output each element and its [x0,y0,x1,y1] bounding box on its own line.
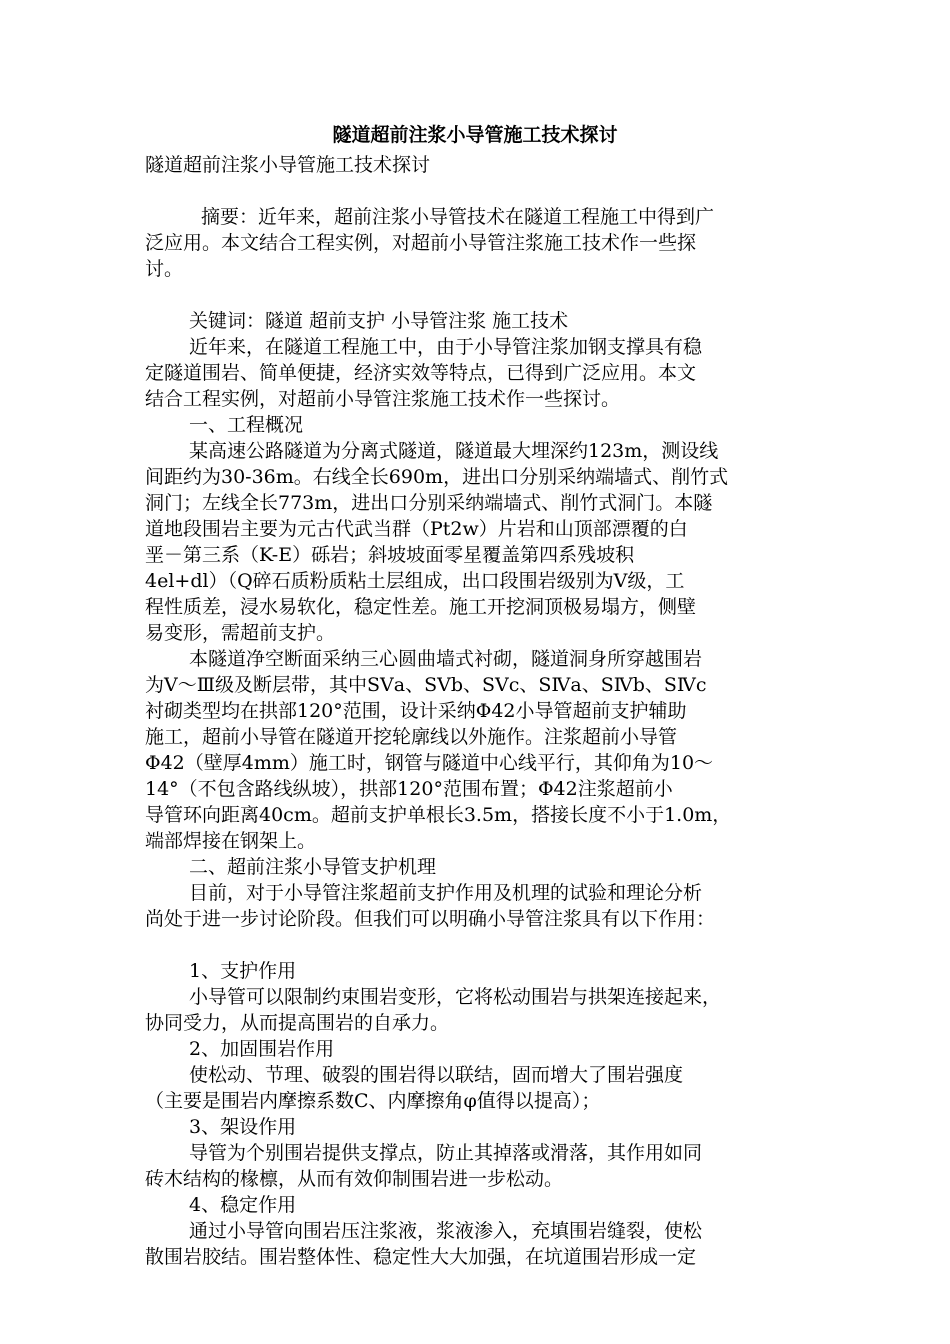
paragraph-line: Φ42（壁厚4mm）施工时，钢管与隧道中心线平行，其仰角为10～ [145,752,714,774]
paragraph-line: 4el+dl）（Q碎石质粉质粘土层组成，出口段围岩级别为Ⅴ级，工 [145,570,685,592]
paragraph-line: （主要是围岩内摩擦系数C、内摩擦角φ值得以提高）； [145,1090,601,1112]
paragraph-line: 本隧道净空断面采纳三心圆曲墙式衬砌，隧道洞身所穿越围岩 [189,648,703,670]
paragraph-line: 端部焊接在钢架上。 [145,830,317,852]
blank-line [145,178,805,204]
paragraph-line: 关键词：隧道 超前支护 小导管注浆 施工技术 [189,310,569,332]
paragraph-line: 隧道超前注浆小导管施工技术探讨 [145,154,431,176]
paragraph-line: 间距约为30-36m。右线全长690m，进出口分别采纳端墙式、削竹式 [145,466,729,488]
paragraph-line: 砖木结构的椽檩，从而有效仰制围岩进一步松动。 [145,1168,564,1190]
paragraph-line: 二、超前注浆小导管支护机理 [189,856,437,878]
paragraph-line: 易变形，需超前支护。 [145,622,336,644]
paragraph-line: 3、架设作用 [189,1116,297,1138]
paragraph-line: 通过小导管向围岩压注浆液，浆液渗入，充填围岩缝裂，使松 [189,1220,703,1242]
paragraph-line: 4、稳定作用 [189,1194,297,1216]
document-page [145,118,805,1270]
paragraph-line: 为Ⅴ～Ⅲ级及断层带，其中SⅤa、SⅤb、SⅤc、SⅣa、SⅣb、SⅣc [145,674,707,696]
paragraph-line: 讨。 [145,258,184,280]
document-body [145,152,805,1270]
paragraph-line: 1、支护作用 [189,960,297,982]
document-title: 隧道超前注浆小导管施工技术探讨 [332,124,618,146]
paragraph-line: 小导管可以限制约束围岩变形，它将松动围岩与拱架连接起来， [189,986,722,1008]
paragraph-line: 定隧道围岩、简单便捷，经济实效等特点，已得到广泛应用。本文 [145,362,697,384]
paragraph-line: 14°（不包含路线纵坡），拱部120°范围布置；Φ42注浆超前小 [145,778,673,800]
paragraph-line: 尚处于进一步讨论阶段。但我们可以明确小导管注浆具有以下作用： [145,908,716,930]
paragraph-line: 2、加固围岩作用 [189,1038,335,1060]
paragraph-line: 洞门；左线全长773m，进出口分别采纳端墙式、削竹式洞门。本隧 [145,492,713,514]
blank-line [145,932,805,958]
paragraph-line: 摘要：近年来，超前注浆小导管技术在隧道工程施工中得到广 [201,206,715,228]
paragraph-line: 协同受力，从而提高围岩的自承力。 [145,1012,450,1034]
paragraph-line: 某高速公路隧道为分离式隧道，隧道最大埋深约123m，测设线 [189,440,719,462]
paragraph-line: 一、工程概况 [189,414,304,436]
paragraph-line: 程性质差，浸水易软化，稳定性差。施工开挖洞顶极易塌方，侧壁 [145,596,697,618]
paragraph-line: 垩－第三系（K-E）砾岩；斜坡坡面零星覆盖第四系残坡积 [145,544,635,566]
paragraph-line: 导管环向距离40cm。超前支护单根长3.5m，搭接长度不小于1.0m， [145,804,732,826]
blank-line [145,282,805,308]
paragraph-line: 近年来，在隧道工程施工中，由于小导管注浆加钢支撑具有稳 [189,336,703,358]
paragraph-line: 衬砌类型均在拱部120°范围，设计采纳Φ42小导管超前支护辅助 [145,700,687,722]
paragraph-line: 泛应用。本文结合工程实例，对超前小导管注浆施工技术作一些探 [145,232,697,254]
paragraph-line: 道地段围岩主要为元古代武当群（Pt2w）片岩和山顶部漂覆的白 [145,518,688,540]
paragraph-line: 目前，对于小导管注浆超前支护作用及机理的试验和理论分析 [189,882,703,904]
paragraph-line: 导管为个别围岩提供支撑点，防止其掉落或滑落，其作用如同 [189,1142,703,1164]
paragraph-line: 使松动、节理、破裂的围岩得以联结，固而增大了围岩强度 [189,1064,684,1086]
paragraph-line: 结合工程实例，对超前小导管注浆施工技术作一些探讨。 [145,388,621,410]
paragraph-line: 散围岩胶结。围岩整体性、稳定性大大加强，在坑道围岩形成一定 [145,1246,697,1268]
paragraph-line: 施工，超前小导管在隧道开挖轮廓线以外施作。注浆超前小导管 [145,726,678,748]
